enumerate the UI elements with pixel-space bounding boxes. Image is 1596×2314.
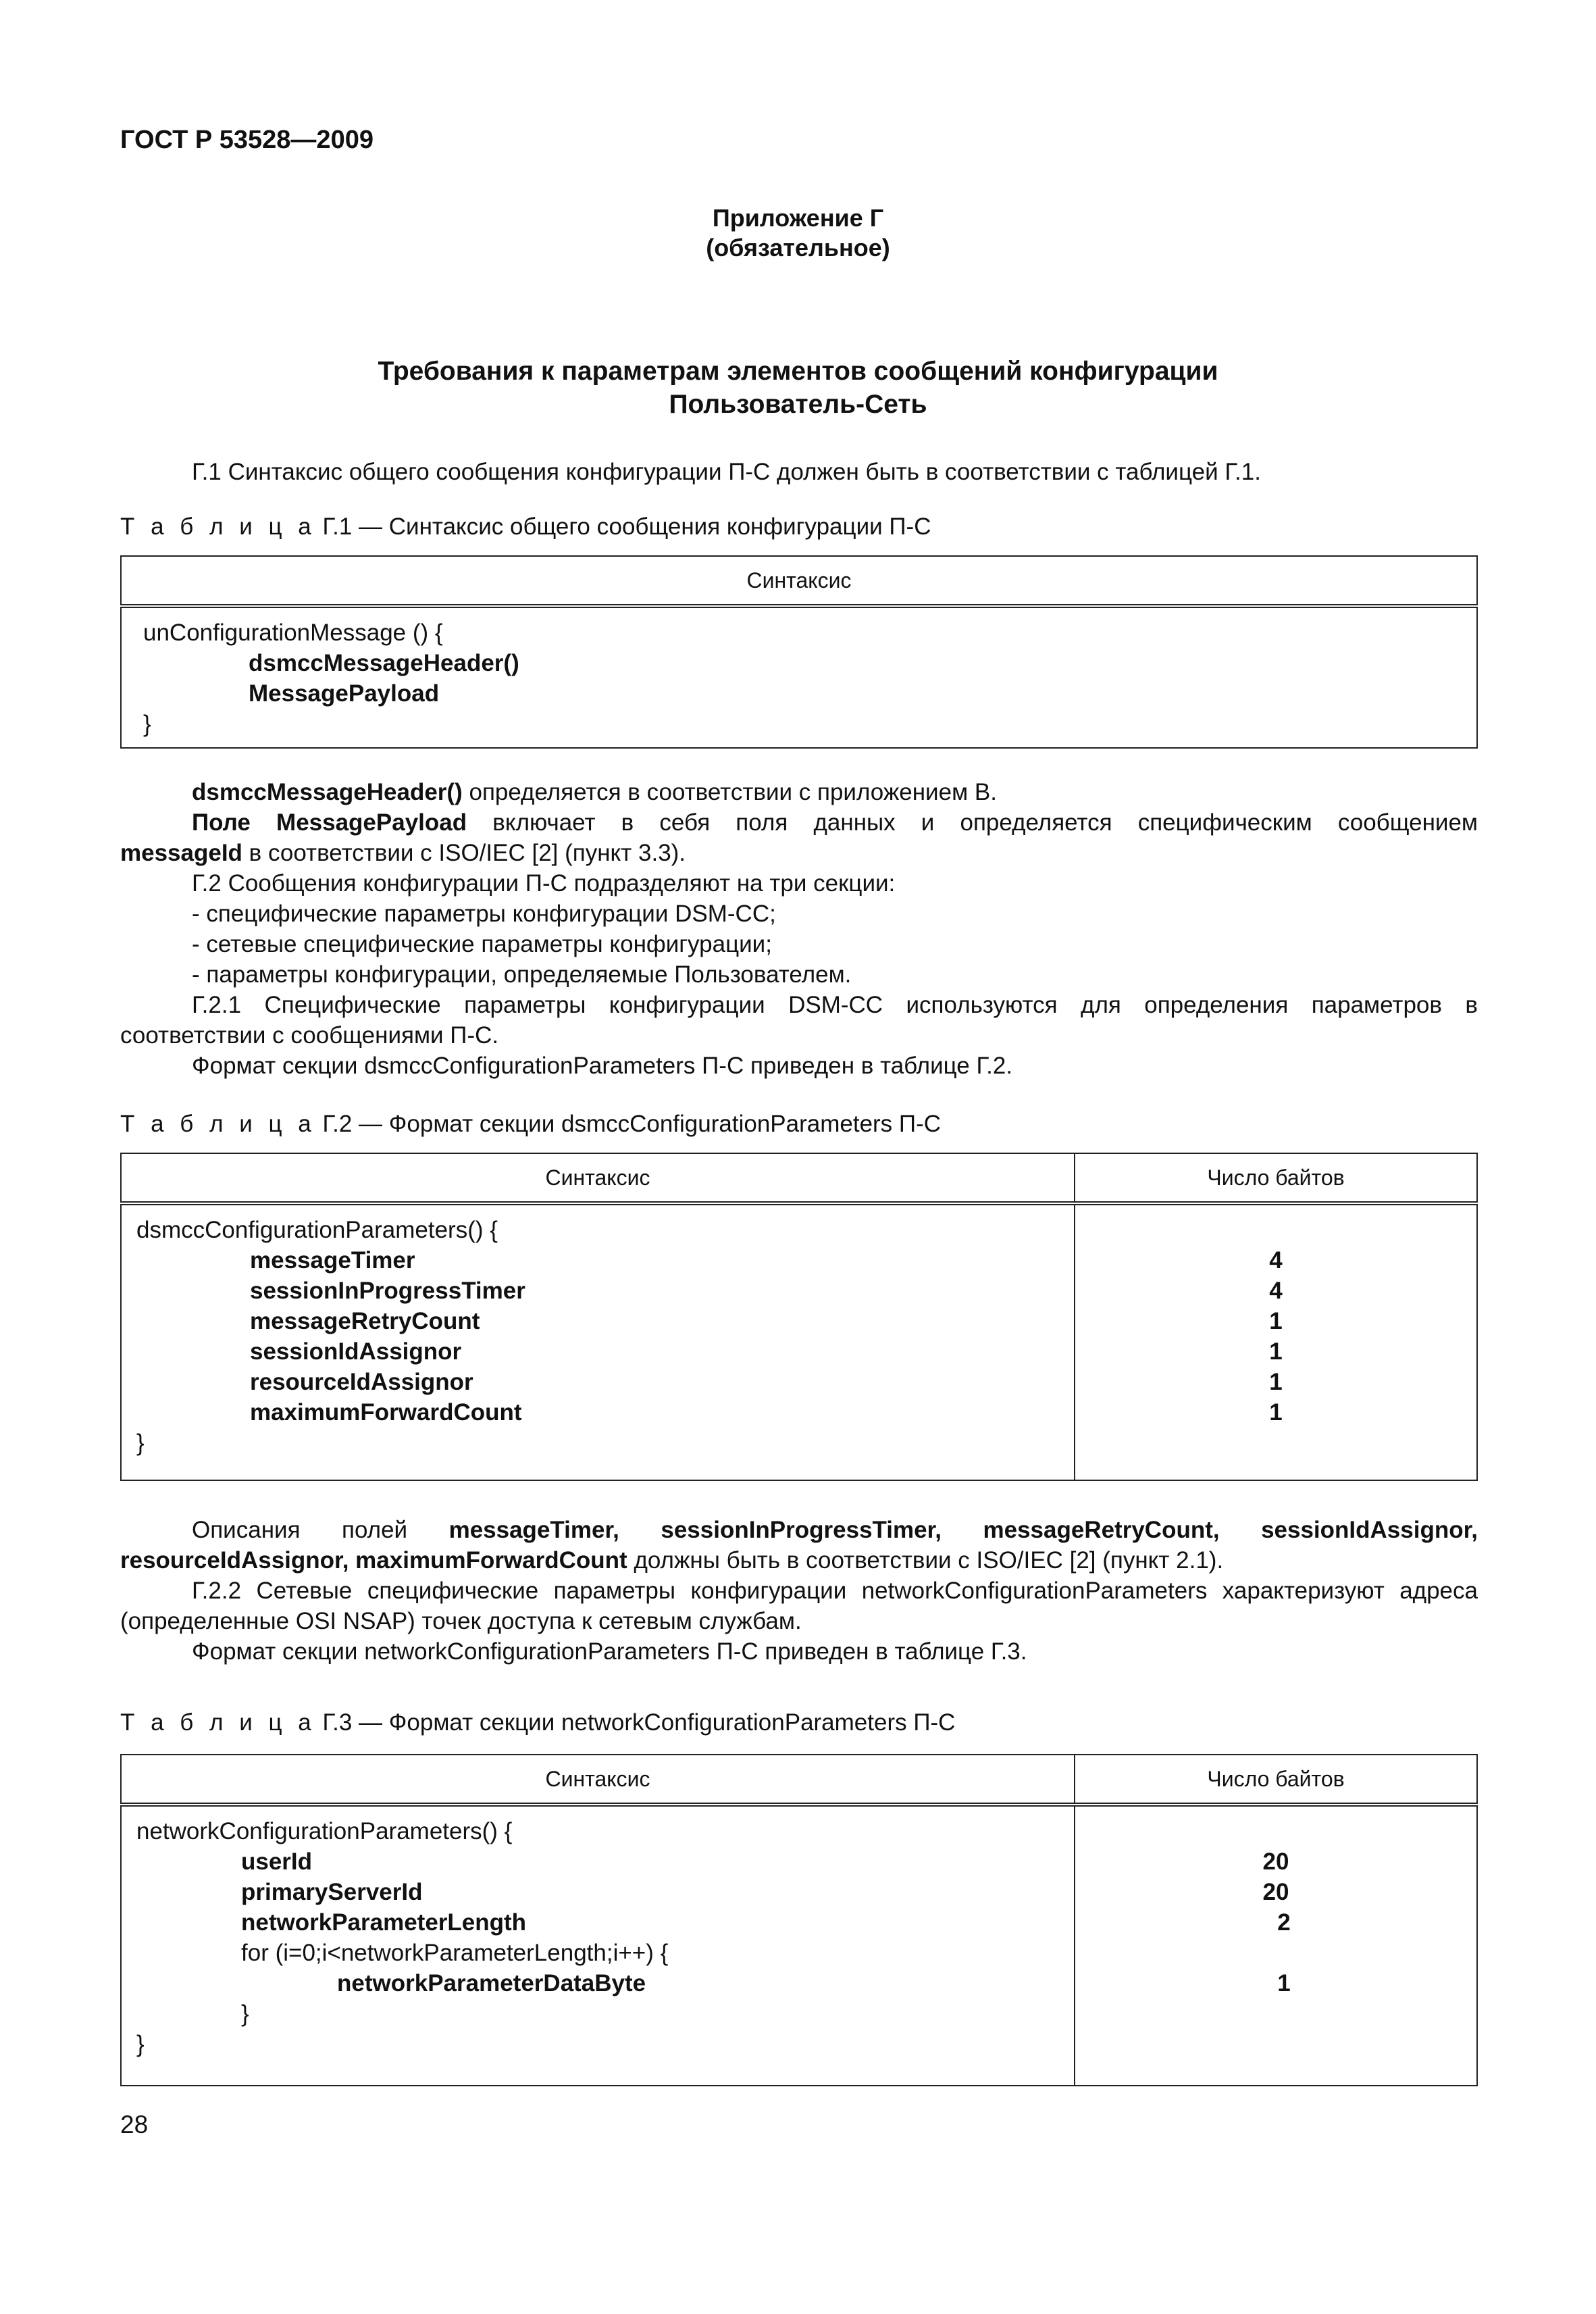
byte-count: 20 [1262, 1879, 1289, 1905]
page-number: 28 [120, 2111, 149, 2138]
annex-title: Приложение Г [712, 204, 884, 232]
table1-header-syntax: Синтаксис [121, 556, 1477, 606]
list-item: - сетевые специфические параметры конфигурации; [192, 931, 772, 957]
table2-caption [120, 1111, 941, 1138]
table1-body [121, 606, 1477, 748]
code-line: dsmccConfigurationParameters() { [136, 1217, 498, 1243]
table3-caption [120, 1709, 955, 1736]
table3-header-syntax: Синтаксис [121, 1755, 1075, 1805]
caption-text: Г.2 — Формат секции dsmccConfigurationParameters П-С [315, 1111, 941, 1137]
field-name: messageTimer [250, 1247, 415, 1274]
field-name: messageRetryCount [250, 1308, 480, 1334]
table-g3 [120, 1754, 1478, 2086]
field-name: sessionIdAssignor [250, 1338, 462, 1365]
field-name: maximumForwardCount [250, 1399, 522, 1426]
text: Г.2.1 Специфические параметры конфигурации DSM-CC используются для определения параметров в соответствии с сообщениями П-С. [120, 992, 1478, 1049]
code-line: } [143, 711, 151, 737]
byte-count: 1 [1269, 1338, 1283, 1365]
field-name: sessionInProgressTimer [250, 1278, 525, 1304]
table3-header-bytes: Число байтов [1075, 1755, 1477, 1805]
document-id: ГОСТ Р 53528—2009 [120, 126, 374, 154]
byte-count: 2 [1277, 1909, 1291, 1936]
code-line: dsmccMessageHeader() [249, 650, 519, 676]
field-name: networkParameterLength [241, 1909, 527, 1936]
term: messageId [120, 840, 242, 866]
code-line: for (i=0;i<networkParameterLength;i++) { [241, 1940, 669, 1966]
list-item: - специфические параметры конфигурации DSM-CC; [192, 901, 776, 927]
byte-count: 1 [1277, 1970, 1291, 1996]
code-line: unConfigurationMessage () { [143, 620, 443, 646]
byte-count: 4 [1269, 1278, 1283, 1304]
list-item: - параметры конфигурации, определяемые Пользователем. [192, 961, 852, 988]
byte-count: 1 [1269, 1399, 1283, 1426]
text: в соответствии с ISO/IEC [2] (пункт 3.3). [242, 840, 686, 866]
table-g2 [120, 1153, 1478, 1481]
term: messageTimer, sessionInProgressTimer, messageRetryCount, sessionIdAssignor, resourceIdAssignor, maximumForwardCount [120, 1517, 1478, 1574]
field-name: primaryServerId [241, 1879, 423, 1905]
term: Поле MessagePayload [192, 809, 467, 836]
caption-prefix: Т а б л и ц а [120, 513, 316, 540]
text: Формат секции networkConfigurationParameters П-С приведен в таблице Г.3. [192, 1638, 1027, 1665]
paragraph-g1: Г.1 Синтаксис общего сообщения конфигурации П-С должен быть в соответствии с таблицей Г.1. [192, 459, 1261, 485]
table3-bytes-cell [1075, 1805, 1477, 2086]
section-title-line2: Пользователь-Сеть [669, 390, 927, 419]
code-line: } [241, 2001, 249, 2027]
term: dsmccMessageHeader() [192, 779, 463, 805]
annex-status: (обязательное) [706, 234, 890, 261]
caption-prefix: Т а б л и ц а [120, 1111, 316, 1137]
code-line: MessagePayload [249, 680, 440, 707]
text: Описания полей [192, 1517, 449, 1543]
text: определяется в соответствии с приложением В. [462, 779, 997, 805]
code-line: networkConfigurationParameters() { [136, 1818, 513, 1844]
field-name: resourceIdAssignor [250, 1369, 473, 1395]
caption-text: Г.3 — Формат секции networkConfigurationParameters П-С [315, 1709, 956, 1736]
text: Г.2 Сообщения конфигурации П-С подразделяют на три секции: [192, 870, 896, 897]
table3-syntax-cell [121, 1805, 1075, 2086]
text: Формат секции dsmccConfigurationParameters П-С приведен в таблице Г.2. [192, 1053, 1013, 1079]
table2-header-syntax: Синтаксис [121, 1153, 1075, 1203]
byte-count: 20 [1262, 1848, 1289, 1875]
text: Г.2.2 Сетевые специфические параметры конфигурации networkConfigurationParameters характеризуют адреса (определенные OSI NSAP) точек доступа к сетевым службам. [120, 1578, 1478, 1634]
field-name: networkParameterDataByte [337, 1970, 646, 1996]
table1-caption [120, 513, 931, 540]
body-text-block-1 [120, 777, 1478, 1081]
code-line: } [136, 1430, 145, 1456]
table-g1 [120, 555, 1478, 749]
body-text-block-2 [120, 1515, 1478, 1667]
table2-header-bytes: Число байтов [1075, 1153, 1477, 1203]
field-name: userId [241, 1848, 313, 1875]
text: должны быть в соответствии с ISO/IEC [2] (пункт 2.1). [627, 1547, 1224, 1574]
byte-count: 4 [1269, 1247, 1283, 1274]
caption-prefix: Т а б л и ц а [120, 1709, 316, 1736]
section-title-line1: Требования к параметрам элементов сообщений конфигурации [378, 357, 1218, 386]
text: включает в себя поля данных и определяется специфическим сообщением [467, 809, 1478, 836]
table2-syntax-cell [121, 1203, 1075, 1480]
table2-bytes-cell [1075, 1203, 1477, 1480]
byte-count: 1 [1269, 1308, 1283, 1334]
byte-count: 1 [1269, 1369, 1283, 1395]
caption-text: Г.1 — Синтаксис общего сообщения конфигурации П-С [315, 513, 931, 540]
code-line: } [136, 2031, 145, 2057]
